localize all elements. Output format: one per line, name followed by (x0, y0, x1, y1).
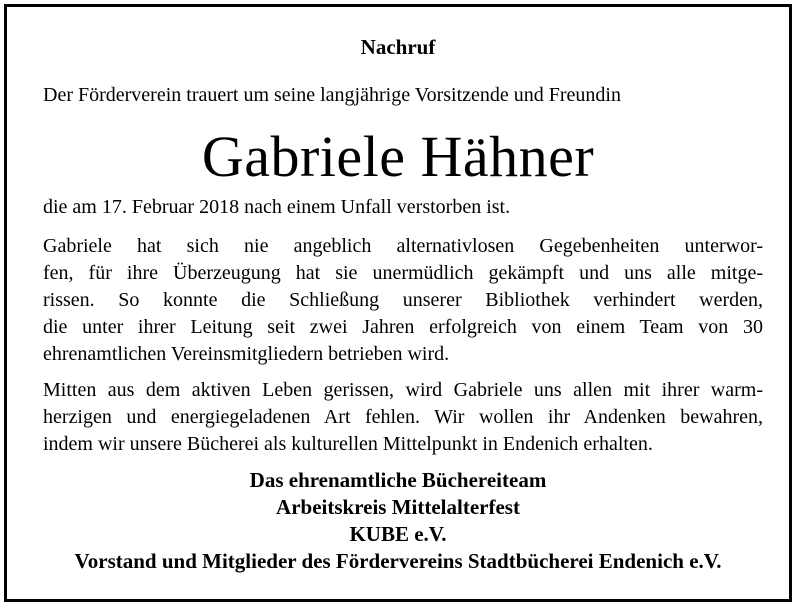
paragraph-line: fen, für ihre Überzeugung hat sie unermüdlich gekämpft und uns alle mitge- (43, 262, 763, 284)
tribute-paragraph-1 (43, 233, 763, 368)
paragraph-line: Mitten aus dem aktiven Leben gerissen, wird Gabriele uns allen mit ihrer warm- (43, 379, 763, 401)
paragraph-line: herzigen und energiegeladenen Art fehlen. Wir wollen ihr Andenken bewahren, (43, 406, 763, 428)
notice-heading: Nachruf (360, 35, 436, 59)
paragraph-line: die unter ihrer Leitung seit zwei Jahren erfolgreich von einem Team von 30 (43, 316, 763, 338)
signature-block (7, 467, 789, 575)
tribute-paragraph-2 (43, 377, 763, 458)
deceased-name: Gabriele Hähner (201, 124, 595, 189)
paragraph-line: Gabriele hat sich nie angeblich alternativlosen Gegebenheiten unterwor- (43, 235, 763, 257)
signature-line: Vorstand und Mitglieder des Fördervereins Stadtbücherei Endenich e.V. (74, 549, 722, 573)
obituary-notice (4, 4, 792, 602)
signature-line: Arbeitskreis Mittelalterfest (276, 495, 520, 519)
paragraph-line: indem wir unsere Bücherei als kulturellen Mittelpunkt in Endenich erhalten. (43, 433, 653, 455)
paragraph-line: rissen. So konnte die Schließung unserer Bibliothek verhindert werden, (43, 289, 763, 311)
paragraph-line: ehrenamtlichen Vereinsmitgliedern betrieben wird. (43, 343, 450, 365)
signature-line: Das ehrenamtliche Büchereiteam (249, 468, 547, 492)
intro-line: Der Förderverein trauert um seine langjährige Vorsitzende und Freundin (43, 84, 621, 106)
signature-line: KUBE e.V. (349, 522, 447, 546)
date-of-death-line: die am 17. Februar 2018 nach einem Unfall verstorben ist. (43, 196, 511, 218)
